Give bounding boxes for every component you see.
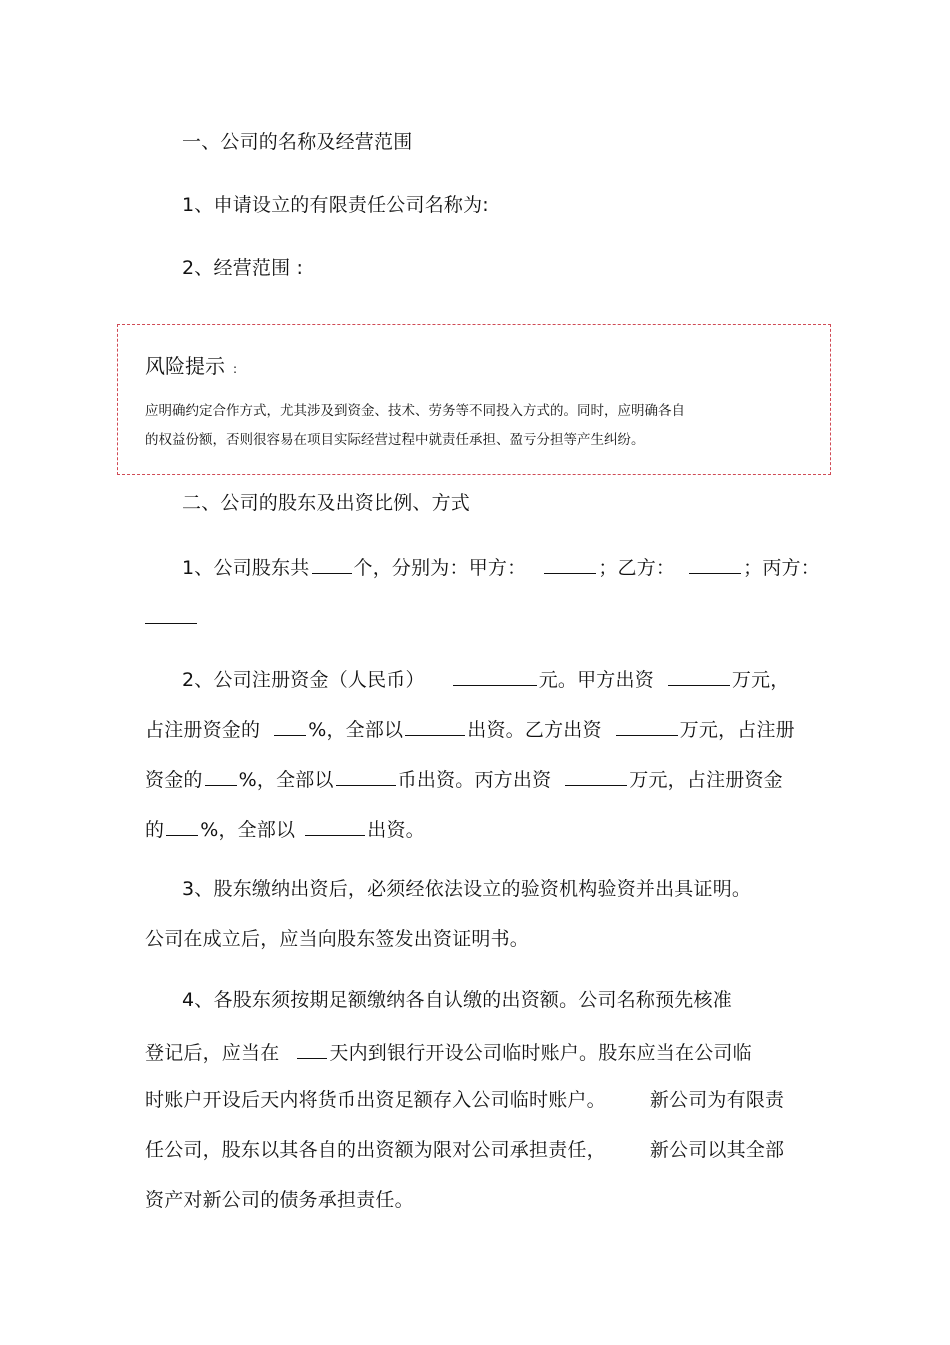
risk-title-colon: : (233, 362, 238, 376)
party-c-blank (145, 603, 197, 624)
account-label: 天内到银行开设公司临时账户。股东应当在公司临 (329, 1042, 752, 1064)
party-c-label: ；丙方： (743, 557, 820, 579)
liability-text-2: 任公司，股东以其各自的出资额为限对公司承担责任， (145, 1139, 606, 1161)
method-label: %，全部以 (308, 719, 404, 741)
share-label-2: 万元，占注册 (679, 719, 795, 741)
party-c-percent-blank (166, 815, 198, 836)
party-c-investment-label: 币出资。丙方出资 (397, 769, 552, 791)
capital-share-label: 资金的 (145, 769, 203, 791)
method-label-3: %，全部以 (200, 819, 296, 841)
party-c-method-blank (305, 815, 365, 836)
capital-amount-blank (453, 665, 537, 686)
payment-line-1: 4、各股东须按期足额缴纳各自认缴的出资额。公司名称预先核准 (182, 989, 732, 1011)
party-b-blank (689, 553, 741, 574)
payment-line-2 (145, 1038, 752, 1065)
capital-line-2 (145, 715, 795, 742)
payment-line-3 (145, 1088, 784, 1112)
days-label: 登记后，应当在 (145, 1042, 280, 1064)
risk-text-line-2: 的权益份额，否则很容易在项目实际经营过程中就责任承担、盈亏分担等产生纠纷。 (145, 432, 645, 448)
shareholders-count-label: 1、公司股东共 (182, 557, 310, 579)
party-a-method-blank (405, 715, 465, 736)
shareholders-line-2 (145, 603, 199, 630)
party-a-investment-label: 元。甲方出资 (538, 669, 654, 691)
investment-end-label: 出资。 (367, 819, 425, 841)
party-b-label: ；乙方： (598, 557, 676, 579)
method-label-2: %，全部以 (238, 769, 334, 791)
party-b-amount-blank (616, 715, 678, 736)
liability-text-3: 新公司以其全部 (649, 1139, 785, 1161)
risk-text-line-1: 应明确约定合作方式，尤其涉及到资金、技术、劳务等不同投入方式的。同时，应明确各自 (145, 403, 685, 419)
of-label: 的 (145, 819, 165, 841)
payment-line-5: 资产对新公司的债务承担责任。 (145, 1189, 414, 1211)
party-a-label: 个，分别为：甲方： (353, 557, 527, 579)
section-2-heading: 二、公司的股东及出资比例、方式 (182, 492, 471, 514)
party-a-blank (544, 553, 596, 574)
party-b-method-blank (336, 765, 396, 786)
days-blank (297, 1038, 327, 1059)
verification-line-2: 公司在成立后，应当向股东签发出资证明书。 (145, 928, 530, 950)
party-b-investment-label: 出资。乙方出资 (467, 719, 602, 741)
payment-line-4 (145, 1138, 784, 1162)
share-label: 占注册资金的 (145, 719, 261, 741)
deposit-text: 时账户开设后天内将货币出资足额存入公司临时账户。 (145, 1089, 606, 1111)
company-name-item: 1、申请设立的有限责任公司名称为: (182, 194, 489, 216)
verification-line-1: 3、股东缴纳出资后，必须经依法设立的验资机构验资并出具证明。 (182, 878, 752, 900)
liability-text-1: 新公司为有限责 (649, 1089, 785, 1111)
party-a-percent-blank (274, 715, 306, 736)
unit-label: 万元， (731, 669, 790, 691)
capital-line-3 (145, 765, 783, 792)
share-label-3: 万元，占注册资金 (629, 769, 783, 791)
shareholders-line-1 (182, 553, 820, 580)
party-c-amount-blank (565, 765, 627, 786)
risk-warning-box (117, 324, 831, 475)
risk-title (145, 353, 237, 382)
business-scope-item: 2、经营范围 : (182, 257, 304, 279)
party-a-amount-blank (668, 665, 730, 686)
section-1-heading: 一、公司的名称及经营范围 (182, 131, 413, 153)
shareholder-count-blank (312, 553, 352, 574)
capital-line-4 (145, 815, 425, 842)
risk-title-text: 风险提示 (145, 354, 225, 378)
capital-line-1 (182, 665, 790, 692)
capital-label: 2、公司注册资金（人民币） (182, 669, 425, 691)
party-b-percent-blank (205, 765, 237, 786)
